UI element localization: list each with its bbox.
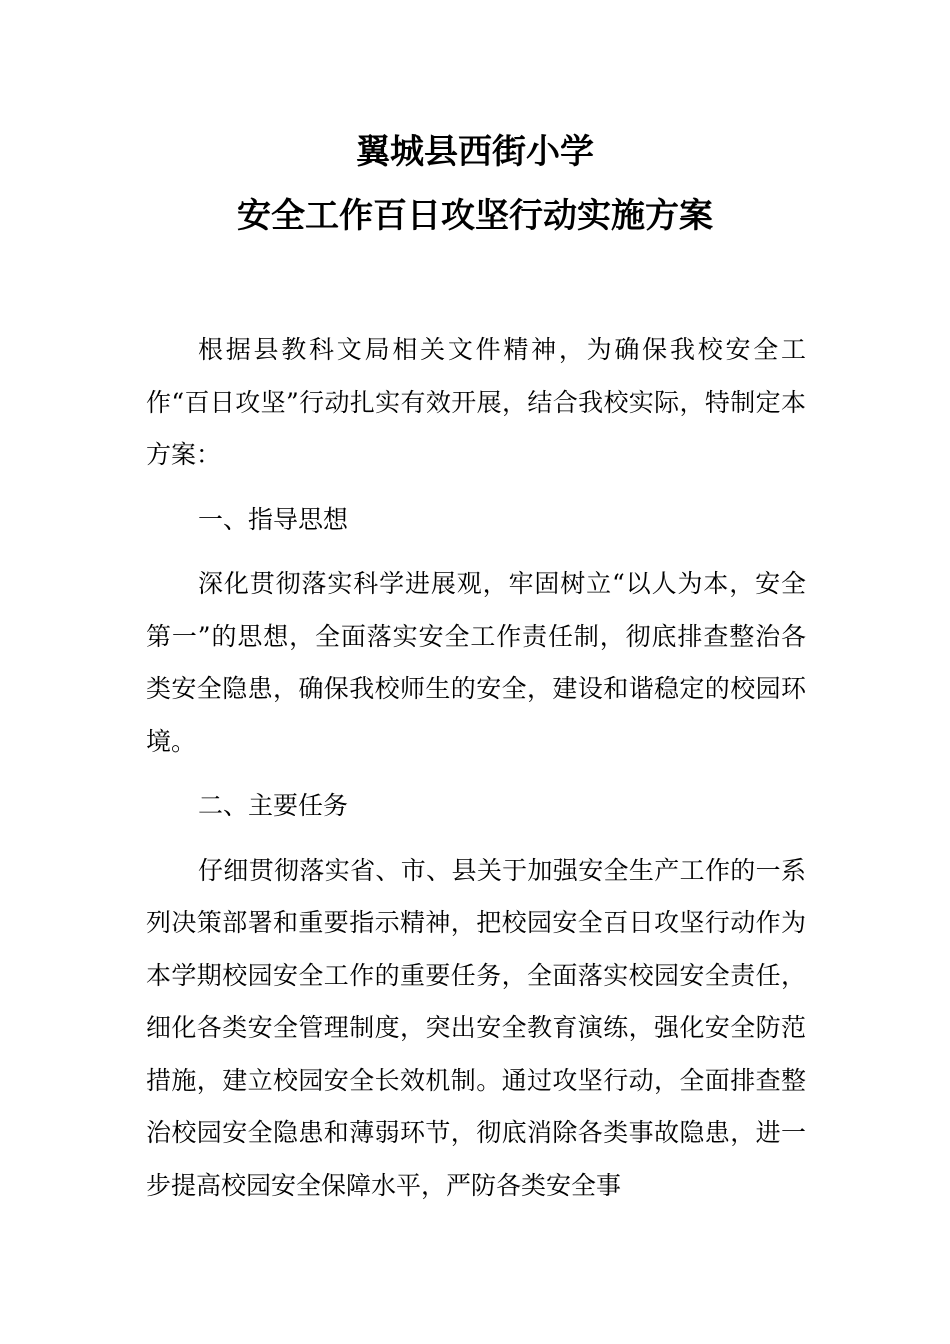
section-heading-main-tasks: 二、主要任务	[198, 791, 349, 820]
document-title	[0, 122, 950, 246]
section-heading-guiding-ideology: 一、指导思想	[198, 504, 349, 534]
title-plan-name: 安全工作百日攻坚行动实施方案	[237, 196, 713, 236]
document-body	[146, 324, 806, 1212]
intro-paragraph: 根据县教科文局相关文件精神，为确保我校安全工作“百日攻坚”行动扎实有效开展，结合我校实际，特制定本方案：	[146, 335, 806, 469]
section-body-guiding-ideology: 深化贯彻落实科学进展观，牢固树立“以人为本，安全第一”的思想，全面落实安全工作责任制，彻底排查整治各类安全隐患，确保我校师生的安全，建设和谐稳定的校园环境。	[146, 569, 806, 756]
section-body-main-tasks: 仔细贯彻落实省、市、县关于加强安全生产工作的一系列决策部署和重要指示精神，把校园安全百日攻坚行动作为本学期校园安全工作的重要任务，全面落实校园安全责任，细化各类安全管理制度，突出安全教育演练，强化安全防范措施，建立校园安全长效机制。通过攻坚行动，全面排查整治校园安全隐患和薄弱环节，彻底消除各类事故隐患，进一步提高校园安全保障水平，严防各类安全事	[146, 855, 806, 1200]
title-school-name: 翼城县西街小学	[356, 132, 594, 172]
